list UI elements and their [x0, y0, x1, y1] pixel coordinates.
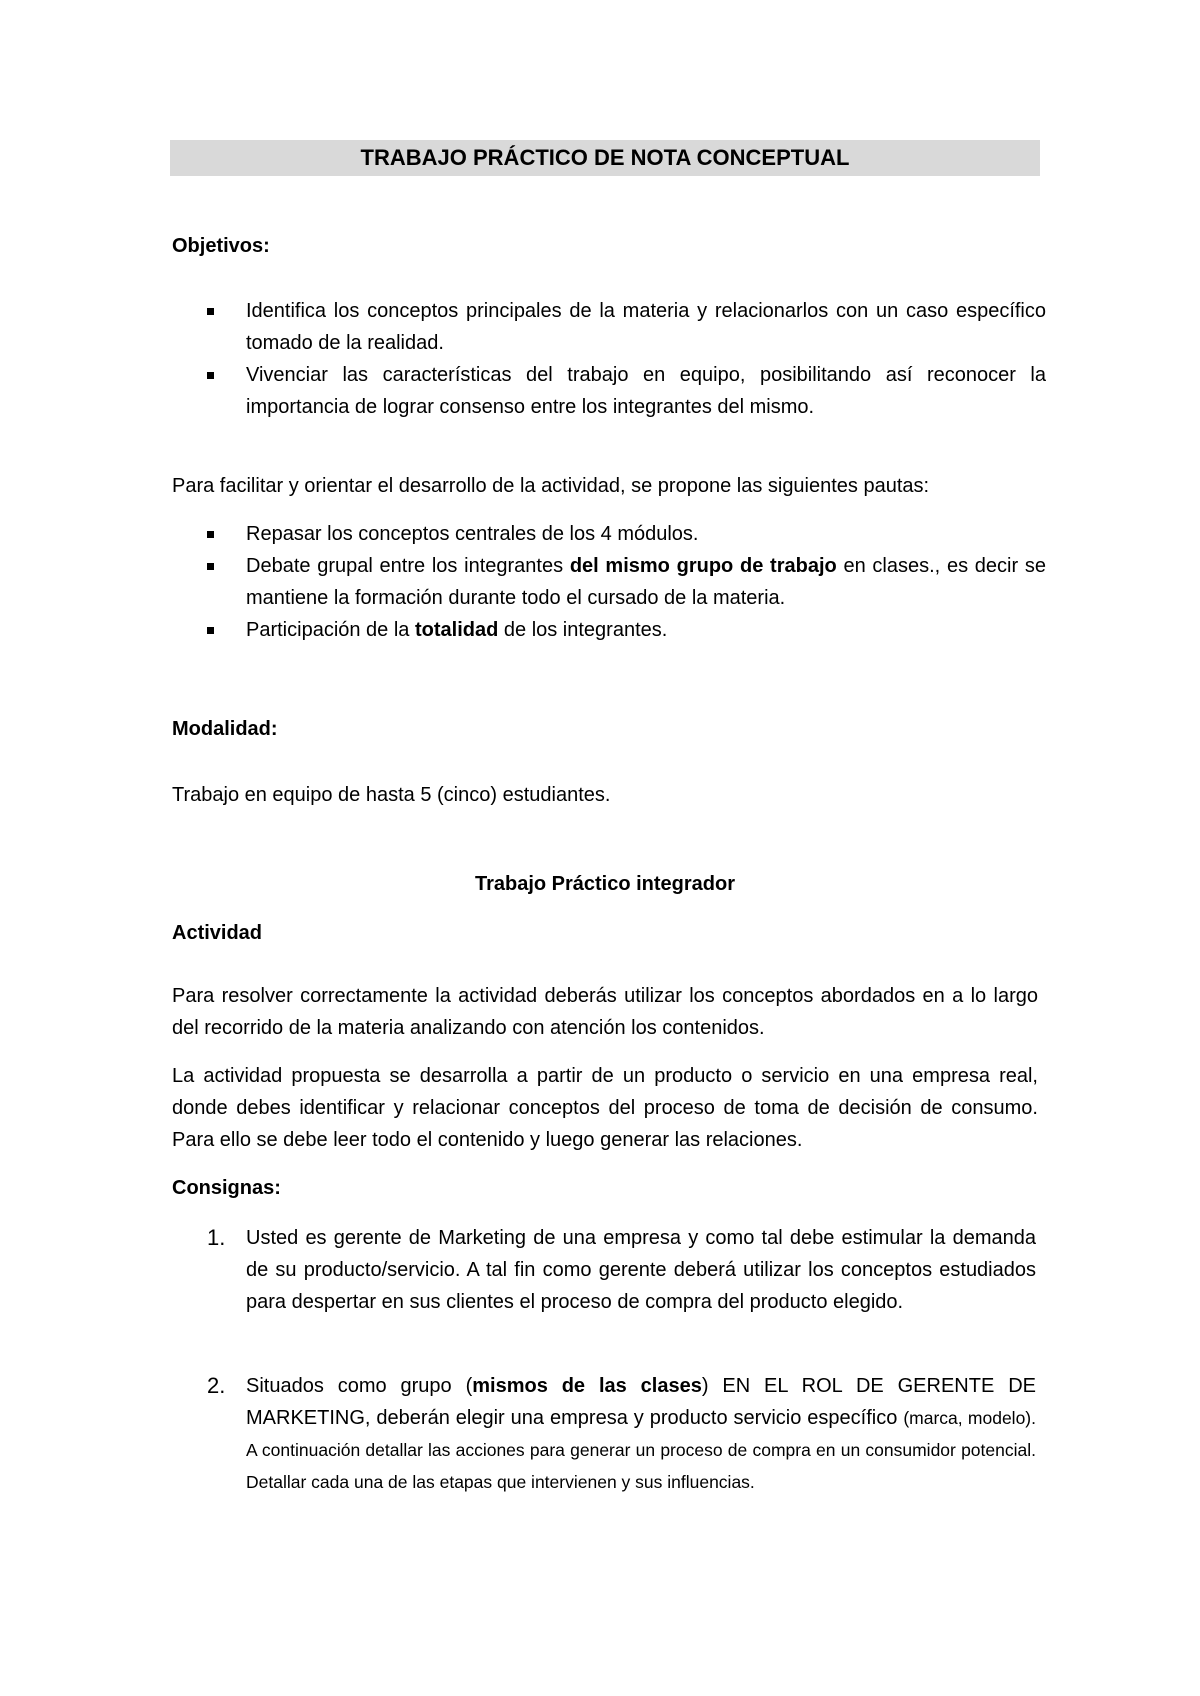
list-item: 2. Situados como grupo (mismos de las clases) EN EL ROL DE GERENTE DE MARKETING, deberán elegir una empresa y producto servicio específico (marca, modelo). A continuación detallar las acciones para generar un proceso de compra en un consumidor potencial. Detallar cada una de las etapas que intervienen y sus influencias.: [207, 1373, 1036, 1492]
list-item: Identifica los conceptos principales de la materia y relacionarlos con un caso específico tomado de la realidad.: [170, 295, 1046, 359]
actividad-heading: Actividad: [172, 922, 263, 944]
list-item: 1. Usted es gerente de Marketing de una empresa y como tal debe estimular la demanda de su producto/servicio. A tal fin como gerente deberá utilizar los conceptos estudiados para despertar en sus clientes el proceso de compra del producto elegido.: [207, 1225, 1036, 1313]
pautas-intro: Para facilitar y orientar el desarrollo de la actividad, se propone las siguientes pautas:: [172, 475, 930, 497]
consignas-list-2: [170, 1370, 1036, 1498]
pautas-list: [170, 518, 1046, 646]
page-title: TRABAJO PRÁCTICO DE NOTA CONCEPTUAL: [170, 140, 1040, 176]
bullet-square-icon: [207, 563, 214, 570]
consignas-list: [170, 1222, 1036, 1318]
list-item: Repasar los conceptos centrales de los 4 módulos.: [170, 518, 1046, 550]
list-item: Debate grupal entre los integrantes del mismo grupo de trabajo en clases., es decir se mantiene la formación durante todo el cursado de la materia.: [170, 550, 1046, 614]
bullet-square-icon: [207, 627, 214, 634]
modalidad-heading: Modalidad:: [172, 718, 278, 740]
bullet-square-icon: [207, 531, 214, 538]
actividad-paragraph-2: La actividad propuesta se desarrolla a partir de un producto o servicio en una empresa real, donde debes identificar y relacionar conceptos del proceso de toma de decisión de consumo. Para ello se debe leer todo el contenido y luego generar las relaciones.: [172, 1065, 1038, 1151]
list-item: Vivenciar las características del trabajo en equipo, posibilitando así reconocer la importancia de lograr consenso entre los integrantes del mismo.: [170, 359, 1046, 423]
list-item: Participación de la totalidad de los integrantes.: [170, 614, 1046, 646]
objetivos-list: [170, 295, 1046, 423]
actividad-paragraph-1: Para resolver correctamente la actividad deberás utilizar los conceptos abordados en a lo largo del recorrido de la materia analizando con atención los contenidos.: [172, 985, 1038, 1039]
integrador-title: Trabajo Práctico integrador: [474, 873, 736, 895]
bullet-square-icon: [207, 308, 214, 315]
objetivos-heading: Objetivos:: [172, 235, 270, 257]
consignas-heading: Consignas:: [172, 1177, 281, 1199]
bullet-square-icon: [207, 372, 214, 379]
modalidad-text: Trabajo en equipo de hasta 5 (cinco) estudiantes.: [172, 784, 611, 806]
